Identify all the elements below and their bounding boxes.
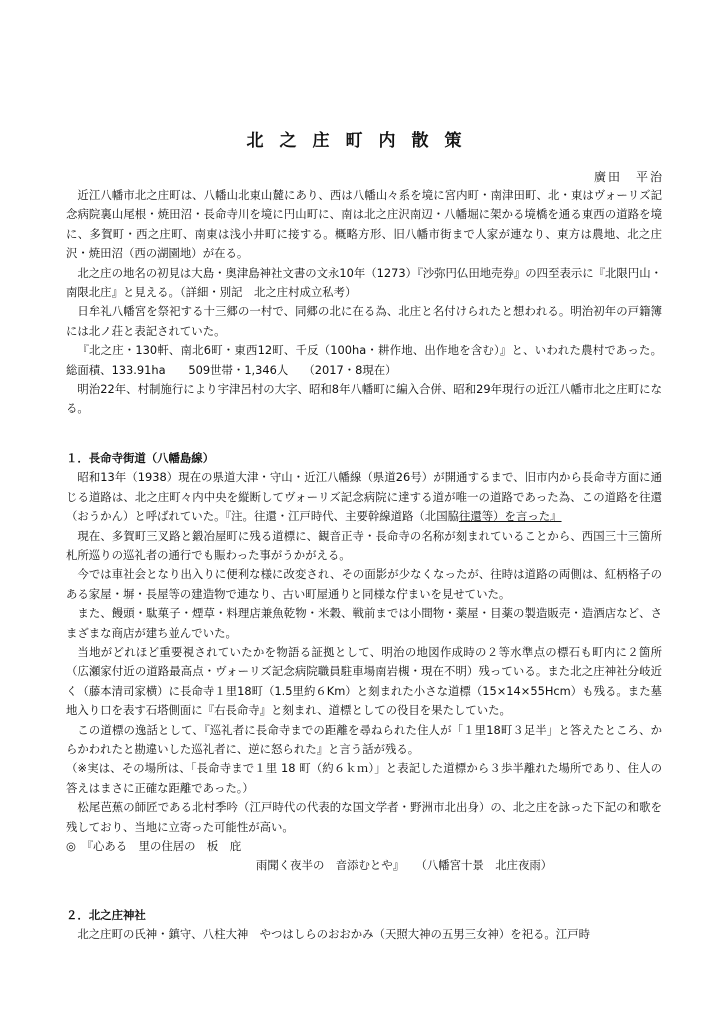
section-paragraph: 今では車社会となり出入りに便利な様に改変され、その面影が少なくなったが、往時は道路の両側は、紅柄格子のある家屋・塀・長屋等の建造物で連なり、古い町屋通りと同様な佇まいを見せていた。 — [66, 567, 662, 601]
intro-paragraph: 『北之庄・130軒、南北6町・東西12町、千反（100ha・耕作地、出作地を含む）』と、いわれた農村であった。 総面積、133.91ha 509世帯・1,346人 （2017・8現在） — [66, 343, 662, 377]
section-paragraph: 松尾芭蕉の師匠である北村季吟（江戸時代の代表的な国文学者・野洲市北出身）の、北之庄を詠った下記の和歌を残しており、当地に立寄った可能性が高い。 — [66, 800, 662, 834]
document-title: 北之庄町内散策 — [246, 131, 478, 151]
section-paragraph: 現在、多賀町三叉路と鍛冶屋町に残る道標に、観音正寺・長命寺の名称が刻まれていることから、西国三十三箇所札所巡りの巡礼者の通行でも賑わった事がうかがえる。 — [66, 528, 662, 562]
paragraph-text: 昭和13年（1938）現在の県道大津・守山・近江八幡線（県道26号）が開通するまで、旧市内から長命寺方面に通じる道路は、北之庄町々内中央を縦断してヴォーリズ記念病院に達する道が唯一の道路であった為、この道路を往還（おうかん）と呼ばれていた。『注。往還・江戸時代、主要幹線道路（北国脇 — [66, 470, 662, 524]
section-paragraph: 当地がどれほど重要視されていたかを物語る証拠として、明治の地図作成時の２等水準点の標石も町内に２箇所（広瀬家付近の道路最高点・ヴォーリズ記念病院職員駐車場南岩槻・現在不明）残っている。また北之庄神社分岐近く（藤本清司家横）に長命寺１里18町（1.5里約６Km）と刻まれた小さな道標（15×14×55Hcm）も残る。また墓地入り口を表す石塔側面に『右長命寺』と刻まれ、道標としての役目を果たしていた。 — [66, 644, 662, 718]
intro-paragraph: 近江八幡市北之庄町は、八幡山北東山麓にあり、西は八幡山々系を境に宮内町・南津田町、北・東はヴォーリズ記念病院裏山尾根・焼田沼・長命寺川を境に円山町に、南は北之庄沢南辺・八幡堀に架かる境橋を通る東西の道路を境に、多賀町・西之庄町、南東は浅小井町に接する。概略方形、旧八幡市街まで人家が連なり、東方は農地、北之庄沢・焼田沼（西の湖園地）が在る。 — [66, 188, 662, 261]
section-paragraph — [66, 468, 662, 526]
section-paragraph: この道標の逸話として、『巡礼者に長命寺までの距離を尋ねられた住人が「１里18町３足半」と答えたところ、からかわれたと勘違いした巡礼者に、逆に怒られた』と言う話が残る。 — [66, 722, 662, 756]
author-name: 廣田 平治 — [593, 170, 664, 184]
intro-paragraph: 明治22年、村制施行により宇津呂村の大字、昭和8年八幡町に編入合併、昭和29年現行の近江八幡市北之庄町になる。 — [66, 382, 662, 416]
section-paragraph: （※実は、その場所は、「長命寺まで１里 18 町（約６ｋｍ）」と表記した道標から３歩半離れた場所であり、住人の答えはまさに正確な距離であった。） — [66, 761, 662, 795]
document-body — [66, 186, 662, 945]
section-heading: ２．北之庄神社 — [66, 907, 146, 922]
poem-line: ◎ 『心ある 里の住居の 板 庇 — [66, 839, 242, 853]
intro-paragraph: 日牟礼八幡宮を祭祀する十三郷の一村で、同郷の北に在る為、北庄と名付けられたと想われる。明治初年の戸籍簿には北ノ荘と表記されていた。 — [66, 304, 662, 338]
section-paragraph: 北之庄町の氏神・鎮守、八柱大神 やつはしらのおおかみ（天照大神の五男三女神）を祀る。江戸時 — [77, 927, 590, 942]
poem-line: 雨聞く夜半の 音添むとや』 （八幡宮十景 北庄夜雨） — [256, 858, 553, 873]
section-heading: １．長命寺街道（八幡島線） — [66, 450, 215, 465]
section-paragraph: また、饅頭・駄菓子・煙草・料理店兼魚乾物・米穀、戦前までは小間物・薬屋・目薬の製造販売・造酒店など、さまざまな商店が建ち並んでいた。 — [66, 606, 662, 640]
underlined-text: 往還等）を言った』 — [458, 509, 562, 524]
intro-paragraph: 北之庄の地名の初見は大島・奥津島神社文書の文永10年（1273）『沙弥円仏田地売券』の四至表示に『北限円山・南限北庄』と見える。（詳細・別記 北之庄村成立私考） — [66, 265, 662, 300]
